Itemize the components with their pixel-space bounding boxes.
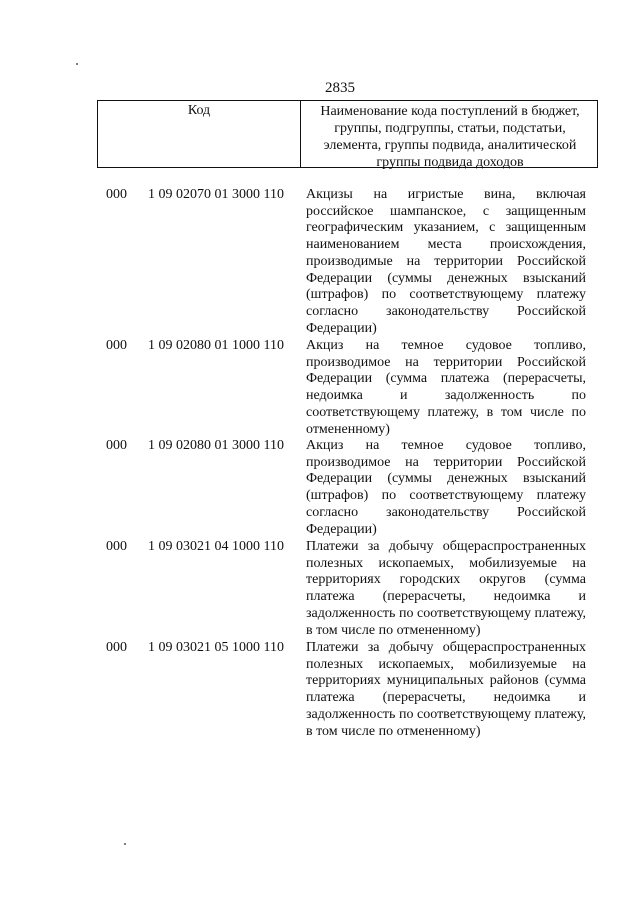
page-number: 2835 bbox=[325, 80, 355, 96]
admin-code: 000 bbox=[106, 187, 127, 202]
revenue-name: Акциз на темное судовое топливо, производимое на территории Российской Федерации (сумма платежа (перерасчеты, недоимка и задолженность по соответствующему платежу, в том числе по отмененному) bbox=[306, 338, 586, 437]
admin-code: 000 bbox=[106, 539, 127, 554]
revenue-name: Акциз на темное судовое топливо, производимое на территории Российской Федерации (суммы денежных взысканий (штрафов) по соответствующему платежу согласно законодательству Российской Федерации) bbox=[306, 438, 586, 537]
revenue-name: Платежи за добычу общераспространенных полезных ископаемых, мобилизуемые на территориях муниципальных районов (сумма платежа (перерасчеты, недоимка и задолженность по соответствующему платежу, в том числе по отмененному) bbox=[306, 640, 586, 739]
scan-speck bbox=[76, 63, 78, 65]
revenue-code: 1 09 03021 04 1000 110 bbox=[148, 539, 284, 554]
revenue-code: 1 09 02080 01 1000 110 bbox=[148, 338, 284, 353]
name-column-header: Наименование кода поступлений в бюджет, группы, подгруппы, статьи, подстатьи, элемента, группы подвида, аналитической группы подвида доходов bbox=[320, 104, 580, 170]
revenue-name: Акцизы на игристые вина, включая российское шампанское, с защищенным географическим указанием, с защищенным наименованием места происхождения, производимые на территории Российской Федерации (суммы денежных взысканий (штрафов) по соответствующему платежу согласно законодательству Российской Федерации) bbox=[306, 187, 586, 336]
header-divider bbox=[300, 101, 301, 167]
revenue-code: 1 09 02080 01 3000 110 bbox=[148, 438, 284, 453]
admin-code: 000 bbox=[106, 438, 127, 453]
table-header bbox=[97, 100, 598, 168]
scan-speck bbox=[124, 843, 126, 845]
admin-code: 000 bbox=[106, 640, 127, 655]
revenue-code: 1 09 02070 01 3000 110 bbox=[148, 187, 284, 202]
revenue-code: 1 09 03021 05 1000 110 bbox=[148, 640, 284, 655]
revenue-name: Платежи за добычу общераспространенных полезных ископаемых, мобилизуемые на территориях городских округов (сумма платежа (перерасчеты, недоимка и задолженность по соответствующему платежу, в том числе по отмененному) bbox=[306, 539, 586, 638]
code-column-header: Код bbox=[187, 103, 211, 118]
admin-code: 000 bbox=[106, 338, 127, 353]
